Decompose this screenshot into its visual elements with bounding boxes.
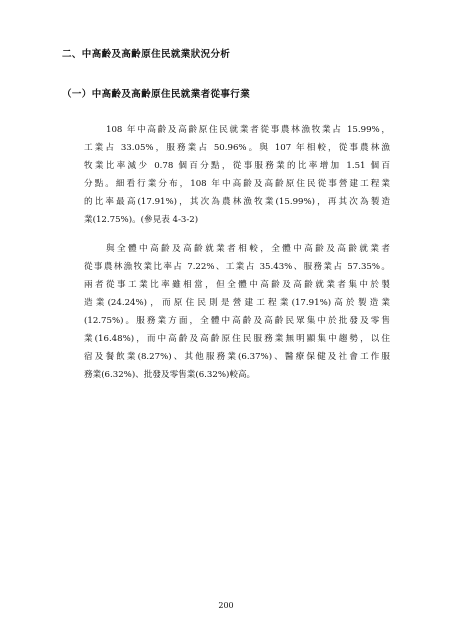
subsection-heading: （一）中高齡及高齡原住民就業者從事行業 [62,89,251,100]
paragraph-line: 分點。細看行業分布，108 年中高齡及高齡原住民從事營建工程業 [84,179,390,189]
paragraph-line: 從事農林漁牧業比率占 7.22%、工業占 35.43%、服務業占 57.35%。 [84,262,390,272]
paragraph-line: 的比率最高(17.91%)，其次為農林漁牧業(15.99%)，再其次為製造 [84,197,390,207]
paragraph-2 [84,240,390,384]
paragraph-line: 工業占 33.05%，服務業占 50.96%。與 107 年相較，從事農林漁 [84,143,390,153]
paragraph-line: (12.75%)。服務業方面，全體中高齡及高齡民眾集中於批發及零售 [84,316,390,326]
page-number: 200 [218,601,234,610]
paragraph-line: 108 年中高齡及高齡原住民就業者從事農林漁牧業占 15.99%， [106,125,390,135]
paragraph-line: 業(16.48%)，而中高齡及高齡原住民服務業無明顯集中趨勢，以住 [84,334,390,344]
paragraph-line: 兩者從事工業比率雖相當，但全體中高齡及高齡就業者集中於製 [84,280,390,290]
paragraph-1 [84,121,390,229]
paragraph-line: 與全體中高齡及高齡就業者相較，全體中高齡及高齡就業者 [106,244,390,254]
paragraph-line: 牧業比率減少 0.78 個百分點，從事服務業的比率增加 1.51 個百 [84,161,390,171]
paragraph-line: 造業(24.24%)，而原住民則是營建工程業(17.91%)高於製造業 [84,298,390,308]
paragraph-line: 業(12.75%)。(參見表 4-3-2) [84,215,199,225]
section-heading: 二、中高齡及高齡原住民就業狀況分析 [62,49,231,60]
paragraph-line: 務業(6.32%)、批發及零售業(6.32%)較高。 [84,370,256,380]
paragraph-line: 宿及餐飲業(8.27%)、其他服務業(6.37%)、醫療保健及社會工作服 [84,352,390,362]
